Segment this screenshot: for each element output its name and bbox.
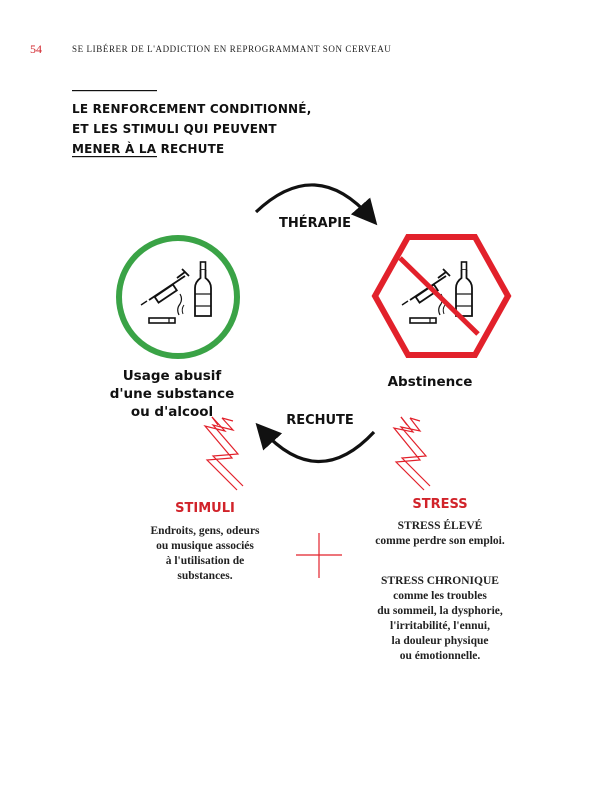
rechute-label: RECHUTE xyxy=(286,413,354,428)
stress-heading: STRESS xyxy=(412,497,468,512)
running-title: SE LIBÉRER DE L'ADDICTION EN REPROGRAMMANT SON CERVEAU xyxy=(72,44,392,54)
stimuli-heading: STIMULI xyxy=(175,501,235,516)
stress-chronic-line: STRESS CHRONIQUE xyxy=(381,575,499,587)
stimuli-lightning-icon xyxy=(205,417,243,490)
stress-high-line: STRESS ÉLEVÉ xyxy=(397,520,483,532)
section-title-line: ET LES STIMULI QUI PEUVENT xyxy=(72,122,277,136)
stress-chronic-line: du sommeil, la dysphorie, xyxy=(377,605,503,617)
abstinence-label: Abstinence xyxy=(387,374,473,390)
abstinence-hexagon-icon xyxy=(375,237,508,355)
stimuli-description xyxy=(120,524,290,584)
stress-lightning-icon xyxy=(394,417,430,490)
stimuli-line: substances. xyxy=(177,570,233,582)
stress-chronic-description xyxy=(330,574,550,664)
stress-high-line: comme perdre son emploi. xyxy=(375,535,505,547)
stress-chronic-line: la douleur physique xyxy=(391,635,489,647)
rechute-arrow-icon xyxy=(262,430,374,462)
plus-cross-icon xyxy=(296,533,342,578)
stress-chronic-line: comme les troubles xyxy=(393,590,487,602)
usage-label-line: Usage abusif xyxy=(122,368,222,384)
usage-circle-icon xyxy=(119,238,237,356)
usage-label-line: ou d'alcool xyxy=(130,404,214,420)
stimuli-line: Endroits, gens, odeurs xyxy=(150,525,260,537)
therapie-arrow-icon xyxy=(256,185,371,218)
stress-high-description xyxy=(340,519,540,549)
section-title-line: LE RENFORCEMENT CONDITIONNÉ, xyxy=(72,102,312,116)
stimuli-line: ou musique associés xyxy=(156,540,254,552)
stress-chronic-line: ou émotionnelle. xyxy=(399,650,481,662)
usage-label xyxy=(92,367,252,421)
title-top-rule xyxy=(72,90,157,91)
therapie-label: THÉRAPIE xyxy=(279,216,351,231)
usage-label-line: d'une substance xyxy=(109,386,235,402)
page-number: 54 xyxy=(30,42,42,56)
section-title-line: MENER À LA RECHUTE xyxy=(72,142,225,156)
stimuli-line: à l'utilisation de xyxy=(165,555,245,567)
section-title xyxy=(72,99,332,159)
stress-chronic-line: l'irritabilité, l'ennui, xyxy=(390,620,490,632)
